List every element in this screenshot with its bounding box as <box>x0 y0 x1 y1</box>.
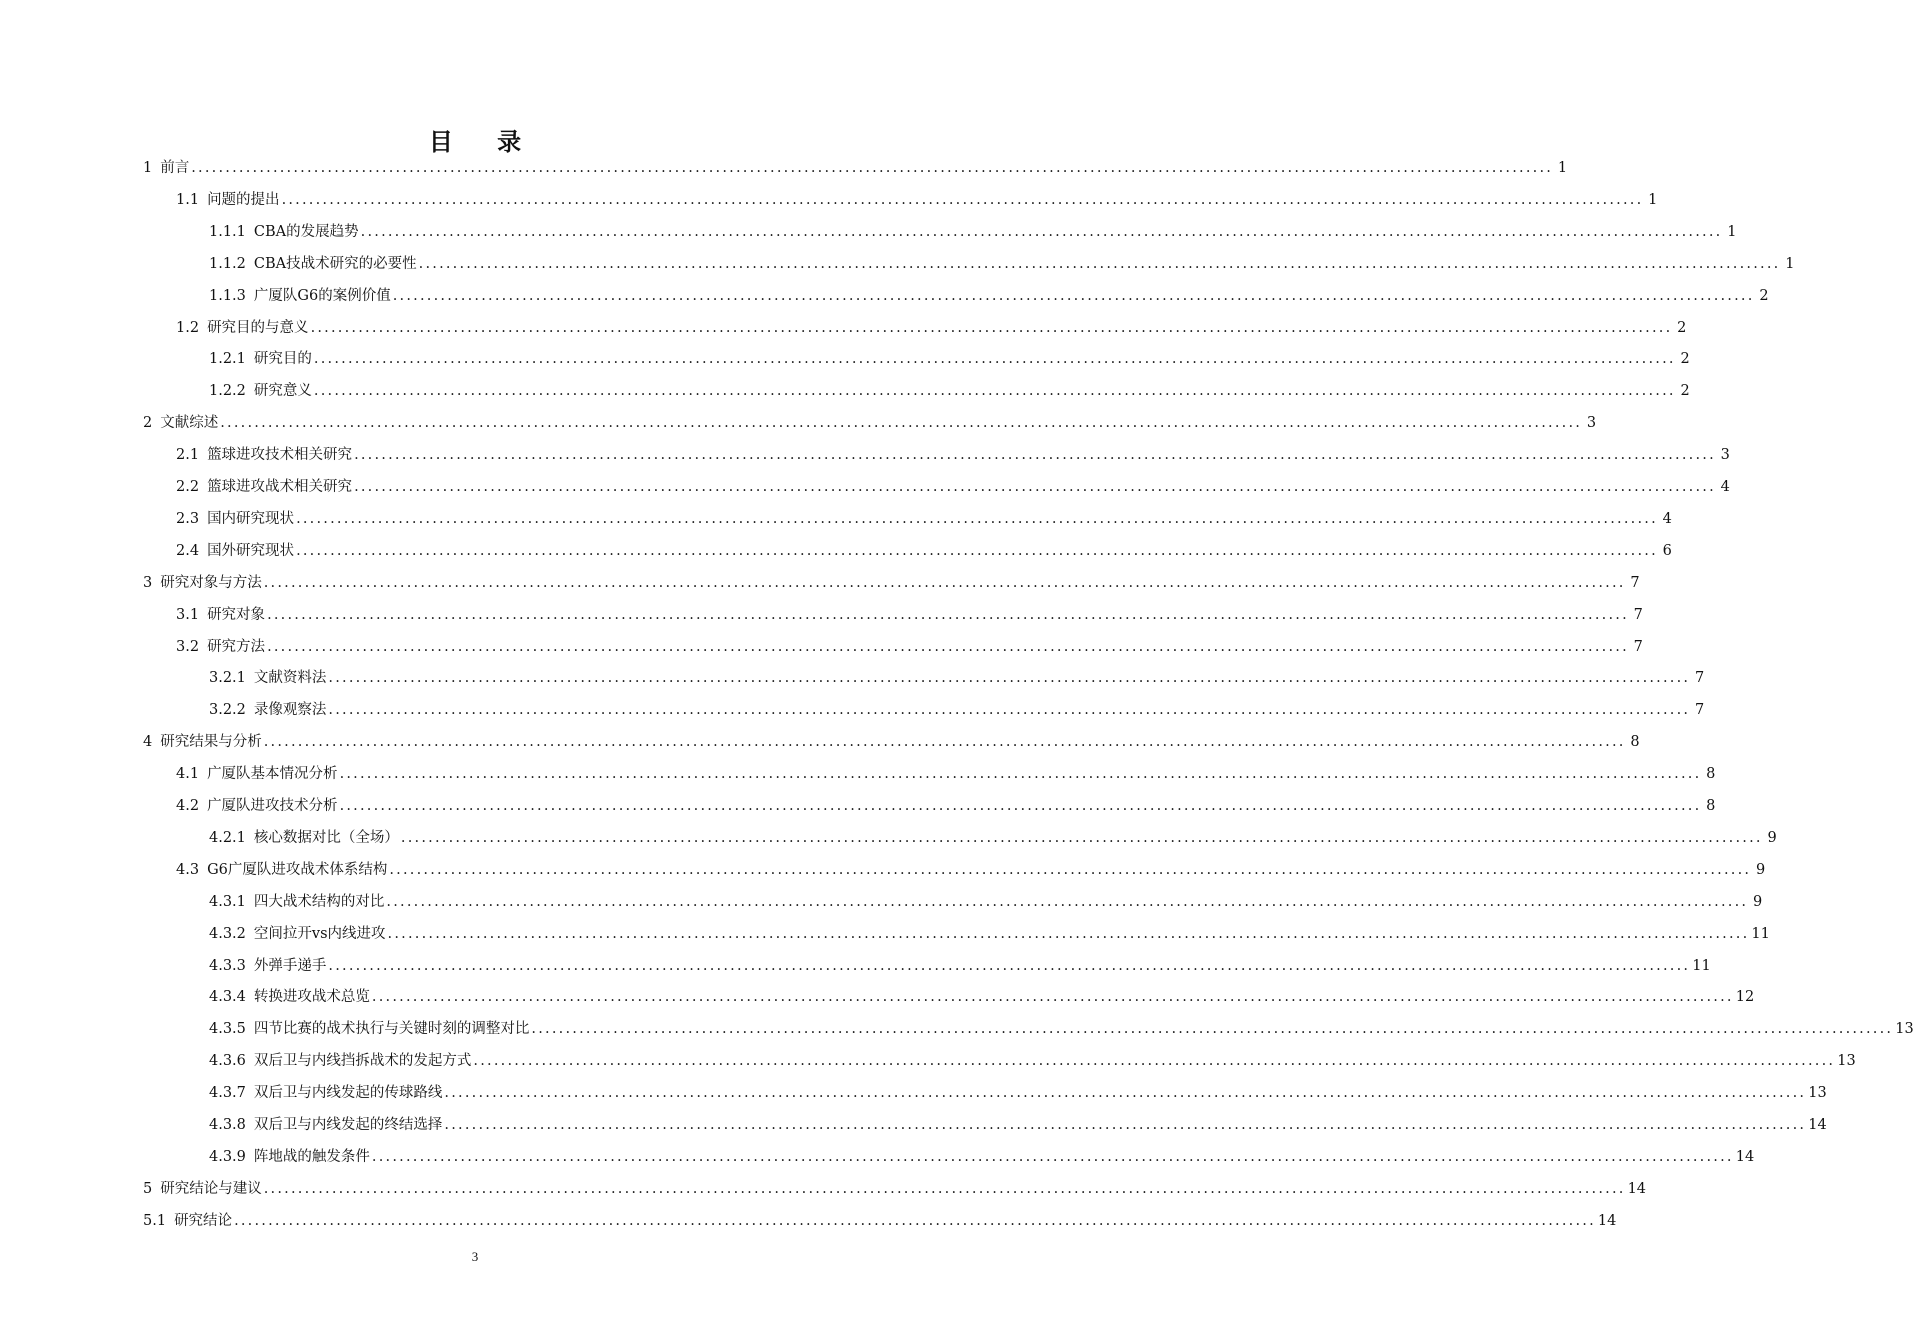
toc-entry-title: 核心数据对比（全场） <box>253 829 399 846</box>
toc-entry-number: 2 <box>143 415 153 432</box>
toc-entry[interactable] <box>209 348 1690 370</box>
page-title: 目 录 <box>428 128 540 156</box>
toc-entry-number: 4.3.8 <box>209 1117 246 1133</box>
toc-entry[interactable] <box>176 604 1643 626</box>
toc-entry[interactable] <box>209 1050 1856 1072</box>
toc-leader-dots: ........................................................................................................................................................................................................ <box>328 670 1691 687</box>
toc-entry-page: 9 <box>1755 861 1766 878</box>
toc-entry-title: G6广厦队进攻战术体系结构 <box>207 861 388 878</box>
toc-leader-dots: ........................................................................................................................................................................................................ <box>371 1148 1734 1165</box>
toc-entry-page: 8 <box>1630 734 1640 751</box>
toc-entry-number: 4.1 <box>176 766 200 783</box>
toc-entry-page: 2 <box>1677 319 1687 336</box>
toc-entry[interactable] <box>176 189 1658 211</box>
toc-leader-dots: ........................................................................................................................................................................................................ <box>339 798 1702 814</box>
toc-entry-page: 13 <box>1837 1053 1856 1070</box>
toc-entry[interactable] <box>209 221 1737 243</box>
toc-leader-dots: ........................................................................................................................................................................................................ <box>328 702 1691 719</box>
toc-entry[interactable] <box>143 412 1597 434</box>
toc-entry-number: 1.1.1 <box>209 223 246 240</box>
toc-entry-number: 4.2 <box>176 798 200 814</box>
toc-entry-title: 广厦队进攻技术分析 <box>207 798 338 814</box>
toc-leader-dots: ........................................................................................................................................................................................................ <box>191 160 1554 176</box>
toc-entry-title: 广厦队G6的案例价值 <box>253 287 391 304</box>
toc-entry-page: 9 <box>1753 893 1763 910</box>
toc-entry-number: 3 <box>143 574 153 591</box>
toc-entry-number: 2.3 <box>176 510 200 527</box>
toc-entry-title: 阵地战的触发条件 <box>253 1148 370 1165</box>
toc-leader-dots: ........................................................................................................................................................................................................ <box>263 574 1626 591</box>
toc-entry[interactable] <box>143 1210 1617 1232</box>
toc-entry-number: 4.3.7 <box>209 1085 246 1102</box>
toc-entry[interactable] <box>209 1114 1827 1136</box>
toc-leader-dots: ........................................................................................................................................................................................................ <box>473 1053 1836 1070</box>
toc-entry-page: 3 <box>1586 415 1597 432</box>
toc-leader-dots: ........................................................................................................................................................................................................ <box>354 479 1716 495</box>
toc-entry-page: 14 <box>1808 1117 1827 1133</box>
toc-entry-page: 1 <box>1727 223 1737 240</box>
toc-leader-dots: ........................................................................................................................................................................................................ <box>400 829 1763 846</box>
toc-entry-number: 1.2 <box>176 319 200 336</box>
toc-entry-title: 研究结论 <box>174 1212 233 1229</box>
toc-entry-title: 国内研究现状 <box>207 510 295 527</box>
toc-leader-dots: ........................................................................................................................................................................................................ <box>386 893 1749 910</box>
toc-leader-dots: ........................................................................................................................................................................................................ <box>267 606 1629 623</box>
toc-entry-page: 4 <box>1720 479 1730 495</box>
toc-entry[interactable] <box>209 1146 1755 1168</box>
toc-entry-title: 录像观察法 <box>253 702 327 719</box>
toc-entry[interactable] <box>209 1082 1827 1104</box>
toc-entry[interactable] <box>209 827 1777 849</box>
toc-entry-page: 14 <box>1627 1180 1647 1197</box>
toc-entry[interactable] <box>209 923 1770 945</box>
toc-leader-dots: ........................................................................................................................................................................................................ <box>310 319 1673 336</box>
toc-entry-page: 4 <box>1662 510 1672 527</box>
toc-leader-dots: ........................................................................................................................................................................................................ <box>444 1117 1807 1133</box>
toc-entry[interactable] <box>209 891 1763 913</box>
toc-entry-page: 14 <box>1735 1148 1755 1165</box>
toc-entry-page: 13 <box>1808 1085 1827 1102</box>
toc-leader-dots: ........................................................................................................................................................................................................ <box>389 861 1752 878</box>
toc-entry-title: 研究结论与建议 <box>160 1180 262 1197</box>
toc-entry-page: 1 <box>1557 160 1568 176</box>
toc-leader-dots: ........................................................................................................................................................................................................ <box>281 191 1644 208</box>
toc-entry-number: 2.1 <box>176 447 200 464</box>
toc-entry-title: 研究结果与分析 <box>160 734 262 751</box>
toc-entry-title: 广厦队基本情况分析 <box>207 766 338 783</box>
toc-entry-page: 1 <box>1785 255 1795 272</box>
toc-entry-title: CBA技战术研究的必要性 <box>253 255 417 272</box>
toc-entry-page: 2 <box>1680 351 1690 368</box>
toc-entry-number: 1 <box>143 160 153 176</box>
toc-entry-number: 1.2.1 <box>209 351 246 368</box>
toc-leader-dots: ........................................................................................................................................................................................................ <box>387 925 1750 942</box>
toc-entry[interactable] <box>209 955 1711 977</box>
toc-leader-dots: ........................................................................................................................................................................................................ <box>263 1180 1626 1197</box>
toc-entry[interactable] <box>209 253 1795 275</box>
toc-entry-title: 国外研究现状 <box>207 542 295 559</box>
toc-entry-page: 6 <box>1662 542 1672 559</box>
toc-entry[interactable] <box>209 699 1705 721</box>
toc-entry-number: 3.1 <box>176 606 200 623</box>
toc-entry[interactable] <box>176 444 1730 466</box>
toc-entry-number: 2.4 <box>176 542 200 559</box>
toc-entry[interactable] <box>143 1178 1647 1200</box>
toc-entry-number: 4.3.6 <box>209 1053 246 1070</box>
toc-entry-page: 12 <box>1735 989 1755 1006</box>
toc-entry-number: 2.2 <box>176 479 200 495</box>
toc-entry-title: 文献资料法 <box>253 670 327 687</box>
toc-entry-number: 4.3.4 <box>209 989 246 1006</box>
toc-entry-title: 问题的提出 <box>207 191 280 208</box>
toc-entry-title: CBA的发展趋势 <box>253 223 359 240</box>
toc-leader-dots: ........................................................................................................................................................................................................ <box>444 1085 1807 1102</box>
toc-entry-number: 3.2.2 <box>209 702 246 719</box>
toc-entry-number: 1.1 <box>176 191 200 208</box>
toc-entry-page: 7 <box>1695 702 1705 719</box>
toc-entry-title: 前言 <box>160 160 190 176</box>
toc-entry-title: 篮球进攻战术相关研究 <box>207 479 353 495</box>
toc-entry[interactable] <box>209 667 1705 689</box>
toc-entry-page: 11 <box>1751 925 1770 942</box>
toc-entry-title: 研究目的 <box>253 351 312 368</box>
toc-entry[interactable] <box>209 1018 1914 1040</box>
toc-leader-dots: ........................................................................................................................................................................................................ <box>296 542 1658 559</box>
toc-entry-page: 7 <box>1633 638 1643 655</box>
toc-leader-dots: ........................................................................................................................................................................................................ <box>220 415 1583 432</box>
toc-entry-number: 3.2.1 <box>209 670 246 687</box>
toc-entry-title: 研究方法 <box>207 638 266 655</box>
toc-entry-title: 研究对象 <box>207 606 266 623</box>
toc-entry-title: 双后卫与内线发起的终结选择 <box>253 1117 443 1133</box>
toc-leader-dots: ........................................................................................................................................................................................................ <box>354 447 1716 464</box>
toc-leader-dots: ........................................................................................................................................................................................................ <box>531 1021 1894 1038</box>
toc-leader-dots: ........................................................................................................................................................................................................ <box>328 957 1691 974</box>
toc-leader-dots: ........................................................................................................................................................................................................ <box>360 223 1723 240</box>
toc-entry-title: 双后卫与内线发起的传球路线 <box>253 1085 443 1102</box>
toc-leader-dots: ........................................................................................................................................................................................................ <box>418 255 1781 272</box>
toc-leader-dots: ........................................................................................................................................................................................................ <box>296 510 1658 527</box>
toc-entry-title: 研究对象与方法 <box>160 574 262 591</box>
toc-leader-dots: ........................................................................................................................................................................................................ <box>313 383 1676 400</box>
toc-entry-number: 1.1.2 <box>209 255 246 272</box>
toc-entry-page: 13 <box>1895 1021 1914 1038</box>
toc-entry[interactable] <box>176 317 1687 339</box>
toc-entry[interactable] <box>143 731 1640 753</box>
toc-entry[interactable] <box>176 795 1716 817</box>
toc-entry-number: 4.3.2 <box>209 925 246 942</box>
page-number: 3 <box>471 1249 479 1264</box>
toc-entry[interactable] <box>176 540 1672 562</box>
toc-entry-title: 研究目的与意义 <box>207 319 309 336</box>
toc-entry[interactable] <box>209 380 1690 402</box>
toc-entry-title: 外弹手递手 <box>253 957 327 974</box>
toc-entry-title: 四大战术结构的对比 <box>253 893 385 910</box>
toc-entry-number: 4 <box>143 734 153 751</box>
toc-entry-title: 研究意义 <box>253 383 312 400</box>
toc-entry[interactable] <box>176 859 1766 881</box>
toc-entry-number: 5 <box>143 1180 153 1197</box>
toc-entry-title: 四节比赛的战术执行与关键时刻的调整对比 <box>253 1021 530 1038</box>
toc-leader-dots: ........................................................................................................................................................................................................ <box>339 766 1702 783</box>
toc-entry[interactable] <box>209 285 1769 307</box>
toc-entry-page: 7 <box>1633 606 1643 623</box>
toc-entry-number: 4.2.1 <box>209 829 246 846</box>
toc-entry-page: 8 <box>1706 766 1716 783</box>
toc-entry-number: 4.3 <box>176 861 200 878</box>
toc-entry-page: 3 <box>1720 447 1730 464</box>
toc-entry-number: 3.2 <box>176 638 200 655</box>
toc-entry[interactable] <box>143 572 1640 594</box>
toc-leader-dots: ........................................................................................................................................................................................................ <box>392 287 1755 304</box>
toc-entry-page: 1 <box>1648 191 1658 208</box>
toc-entry[interactable] <box>209 986 1755 1008</box>
toc-entry-number: 4.3.1 <box>209 893 246 910</box>
toc-entry-number: 1.1.3 <box>209 287 246 304</box>
toc-entry-title: 双后卫与内线挡拆战术的发起方式 <box>253 1053 472 1070</box>
toc-entry-page: 8 <box>1706 798 1716 814</box>
toc-entry-title: 空间拉开vs内线进攻 <box>253 925 386 942</box>
toc-entry[interactable] <box>143 157 1568 179</box>
toc-leader-dots: ........................................................................................................................................................................................................ <box>313 351 1676 368</box>
toc-leader-dots: ........................................................................................................................................................................................................ <box>263 734 1626 751</box>
toc-entry[interactable] <box>176 508 1672 530</box>
toc-entry[interactable] <box>176 476 1730 498</box>
toc-leader-dots: ........................................................................................................................................................................................................ <box>267 638 1629 655</box>
toc-entry-page: 14 <box>1597 1212 1617 1229</box>
toc-entry-page: 2 <box>1759 287 1769 304</box>
toc-entry-page: 9 <box>1767 829 1777 846</box>
toc-entry-number: 4.3.5 <box>209 1021 246 1038</box>
toc-leader-dots: ........................................................................................................................................................................................................ <box>234 1212 1596 1229</box>
toc-entry[interactable] <box>176 763 1716 785</box>
toc-entry-title: 篮球进攻技术相关研究 <box>207 447 353 464</box>
toc-entry-page: 2 <box>1680 383 1690 400</box>
toc-entry[interactable] <box>176 636 1643 658</box>
toc-entry-page: 7 <box>1630 574 1640 591</box>
toc-entry-number: 5.1 <box>143 1212 167 1229</box>
toc-entry-title: 转换进攻战术总览 <box>253 989 370 1006</box>
toc-entry-page: 11 <box>1692 957 1711 974</box>
toc-entry-page: 7 <box>1695 670 1705 687</box>
toc-entry-title: 文献综述 <box>160 415 219 432</box>
toc-entry-number: 4.3.9 <box>209 1148 246 1165</box>
toc-leader-dots: ........................................................................................................................................................................................................ <box>371 989 1734 1006</box>
toc-entry-number: 1.2.2 <box>209 383 246 400</box>
toc-entry-number: 4.3.3 <box>209 957 246 974</box>
